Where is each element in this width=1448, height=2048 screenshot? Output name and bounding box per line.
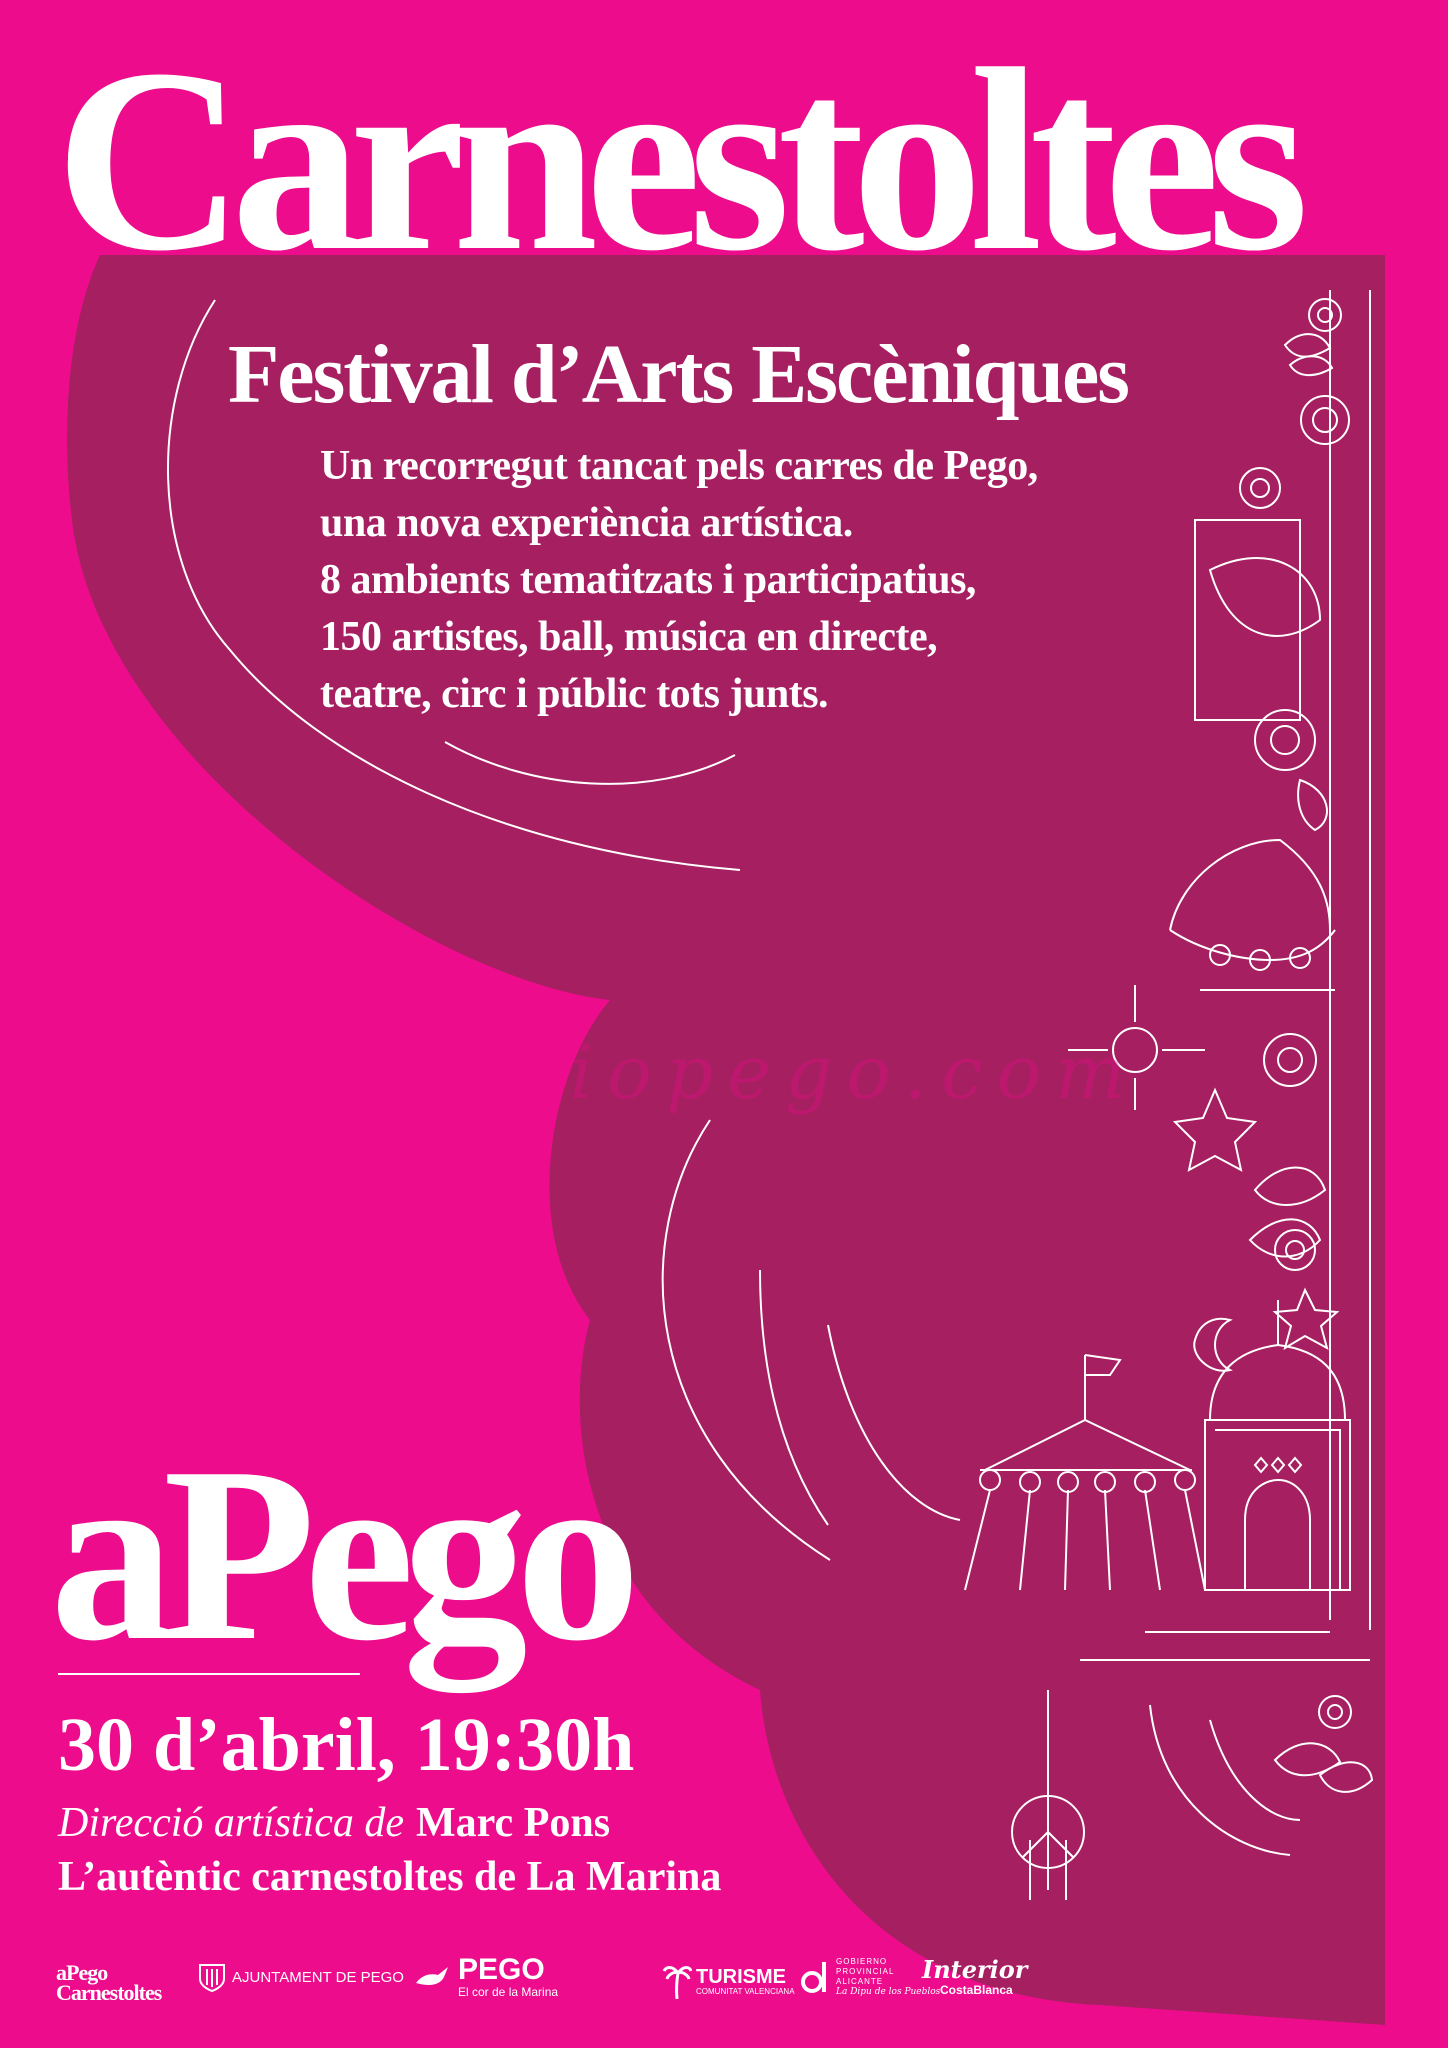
al-monogram-icon bbox=[800, 1958, 830, 1996]
apego-carnestoltes-logo: aPego Carnestoltes bbox=[56, 1960, 162, 2005]
sponsor-logos bbox=[0, 1945, 1448, 2025]
watermark: www.radiopego.com bbox=[140, 1030, 1140, 1116]
director-name: Marc Pons bbox=[416, 1800, 611, 1846]
palm-tree-icon bbox=[662, 1961, 692, 2001]
event-date: 30 d’abril, 19:30h bbox=[58, 1703, 635, 1787]
tagline: L’autèntic carnestoltes de La Marina bbox=[58, 1854, 722, 1900]
interior-costablanca-logo: Interior CostaBlanca bbox=[922, 1955, 1028, 1997]
description-line: una nova experiència artística. bbox=[320, 500, 853, 546]
place-heading: aPego bbox=[50, 1416, 629, 1693]
description-line: 150 artistes, ball, música en directe, bbox=[320, 614, 938, 660]
description-line: teatre, circ i públic tots junts. bbox=[320, 671, 829, 717]
description-line: 8 ambients tematitzats i participatius, bbox=[320, 557, 976, 603]
direction-label: Direcció artística de bbox=[58, 1800, 405, 1846]
turisme-logo: TURISME COMUNITAT VALENCIANA bbox=[662, 1961, 795, 2001]
poster-subtitle: Festival d’Arts Escèniques bbox=[228, 328, 1128, 421]
description-line: Un recorregut tancat pels carres de Pego, bbox=[320, 443, 1038, 489]
coat-of-arms-icon bbox=[198, 1961, 226, 1993]
description bbox=[320, 438, 1220, 723]
bird-icon bbox=[412, 1961, 452, 1993]
artistic-direction bbox=[58, 1798, 610, 1848]
diputacio-alicante-logo: GOBIERNO PROVINCIAL ALICANTE La Dipu de los Pueblos bbox=[800, 1957, 940, 1997]
ajuntament-logo: AJUNTAMENT DE PEGO bbox=[198, 1961, 404, 1993]
poster-title: Carnestoltes bbox=[55, 15, 1296, 305]
pego-tourism-logo: PEGO El cor de la Marina bbox=[412, 1955, 558, 1999]
